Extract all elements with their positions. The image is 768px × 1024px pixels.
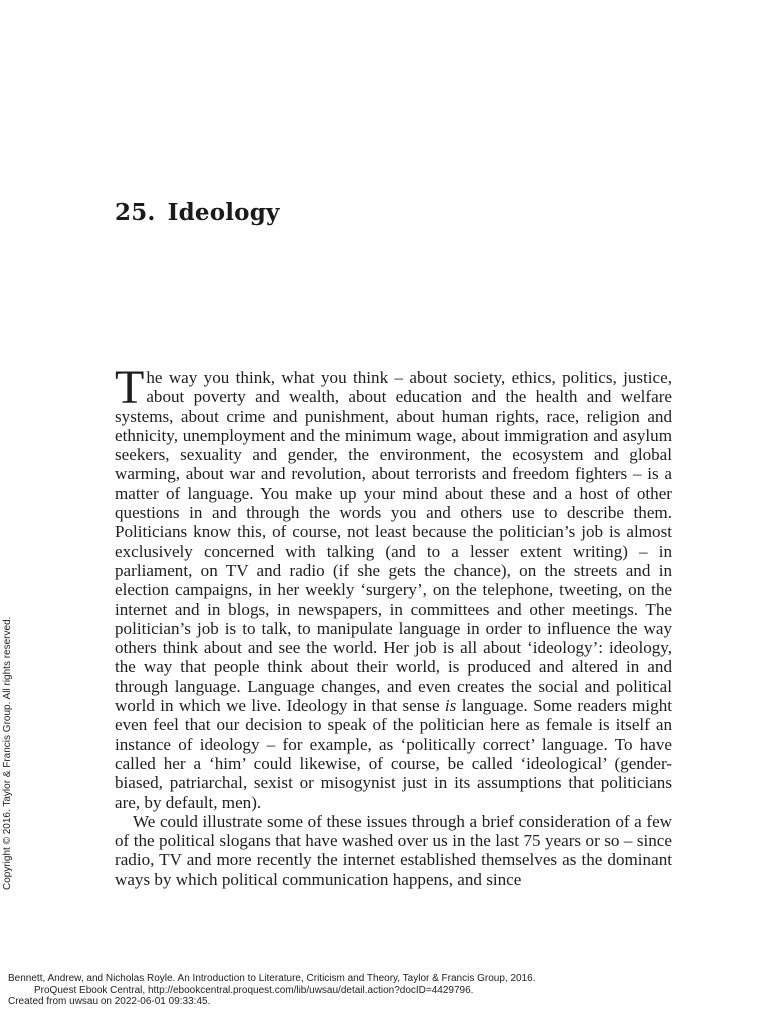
citation-footer xyxy=(8,973,536,1008)
body-text xyxy=(115,361,672,889)
paragraph-2: We could illustrate some of these issues through a brief consideration of a few of the political slogans that have washed over us in the last 75 years or so – since radio, TV and more recently the internet established themselves as the dominant ways by which political communication happens, and since xyxy=(115,811,672,889)
drop-cap: T xyxy=(115,361,145,414)
created-line: Created from uwsau on 2022-06-01 09:33:45. xyxy=(8,996,211,1007)
citation-line: Bennett, Andrew, and Nicholas Royle. An Introduction to Literature, Criticism and Theory, Taylor & Francis Group, 2016. xyxy=(8,973,536,984)
chapter-title: Ideology xyxy=(167,199,280,227)
paragraph-1-end: language. Some readers might even feel that our decision to speak of the politician here as female is itself an instance of ideology – for example, as ‘politically correct’ language. To have called her a ‘him’ could likewise, of course, be called ‘ideological’ (gender-biased, patriarchal, sexist or misogynist just in its assumptions that politicians are, by default, men). xyxy=(115,696,672,812)
copyright-notice: Copyright © 2016. Taylor & Francis Group. All rights reserved. xyxy=(2,616,13,890)
chapter-heading xyxy=(115,199,280,226)
paragraph-1 xyxy=(115,361,672,812)
source-url-line: ProQuest Ebook Central, http://ebookcentral.proquest.com/lib/uwsau/detail.action?docID=4429796. xyxy=(34,984,474,996)
paragraph-1-text: he way you think, what you think – about society, ethics, politics, justice, about poverty and wealth, about education and the health and welfare systems, about crime and punishment, about human rights, race, religion and ethnicity, unemployment and the minimum wage, about immigration and asylum seekers, sexuality and gender, the environment, the ecosystem and global warming, about war and revolution, about terrorists and freedom fighters – is a matter of language. You make up your mind about these and a host of other questions in and through the words you and others use to describe them. Politicians know this, of course, not least because the politician’s job is almost exclusively concerned with talking (and to a lesser extent writing) – in parliament, on TV and radio (if she gets the chance), on the streets and in election campaigns, in her weekly ‘surgery’, on the telephone, tweeting, on the internet and in blogs, in newspapers, in committees and other meetings. The politician’s job is to talk, to manipulate language in order to influence the way others think about and see the world. Her job is all about ‘ideology’: ideology, the way that people think about their world, is produced and altered in and through language. Language changes, and even creates the social and political world in which we live. Ideology in that sense xyxy=(115,368,672,716)
chapter-number: 25. xyxy=(115,199,156,227)
emphasis-is: is xyxy=(444,696,457,716)
